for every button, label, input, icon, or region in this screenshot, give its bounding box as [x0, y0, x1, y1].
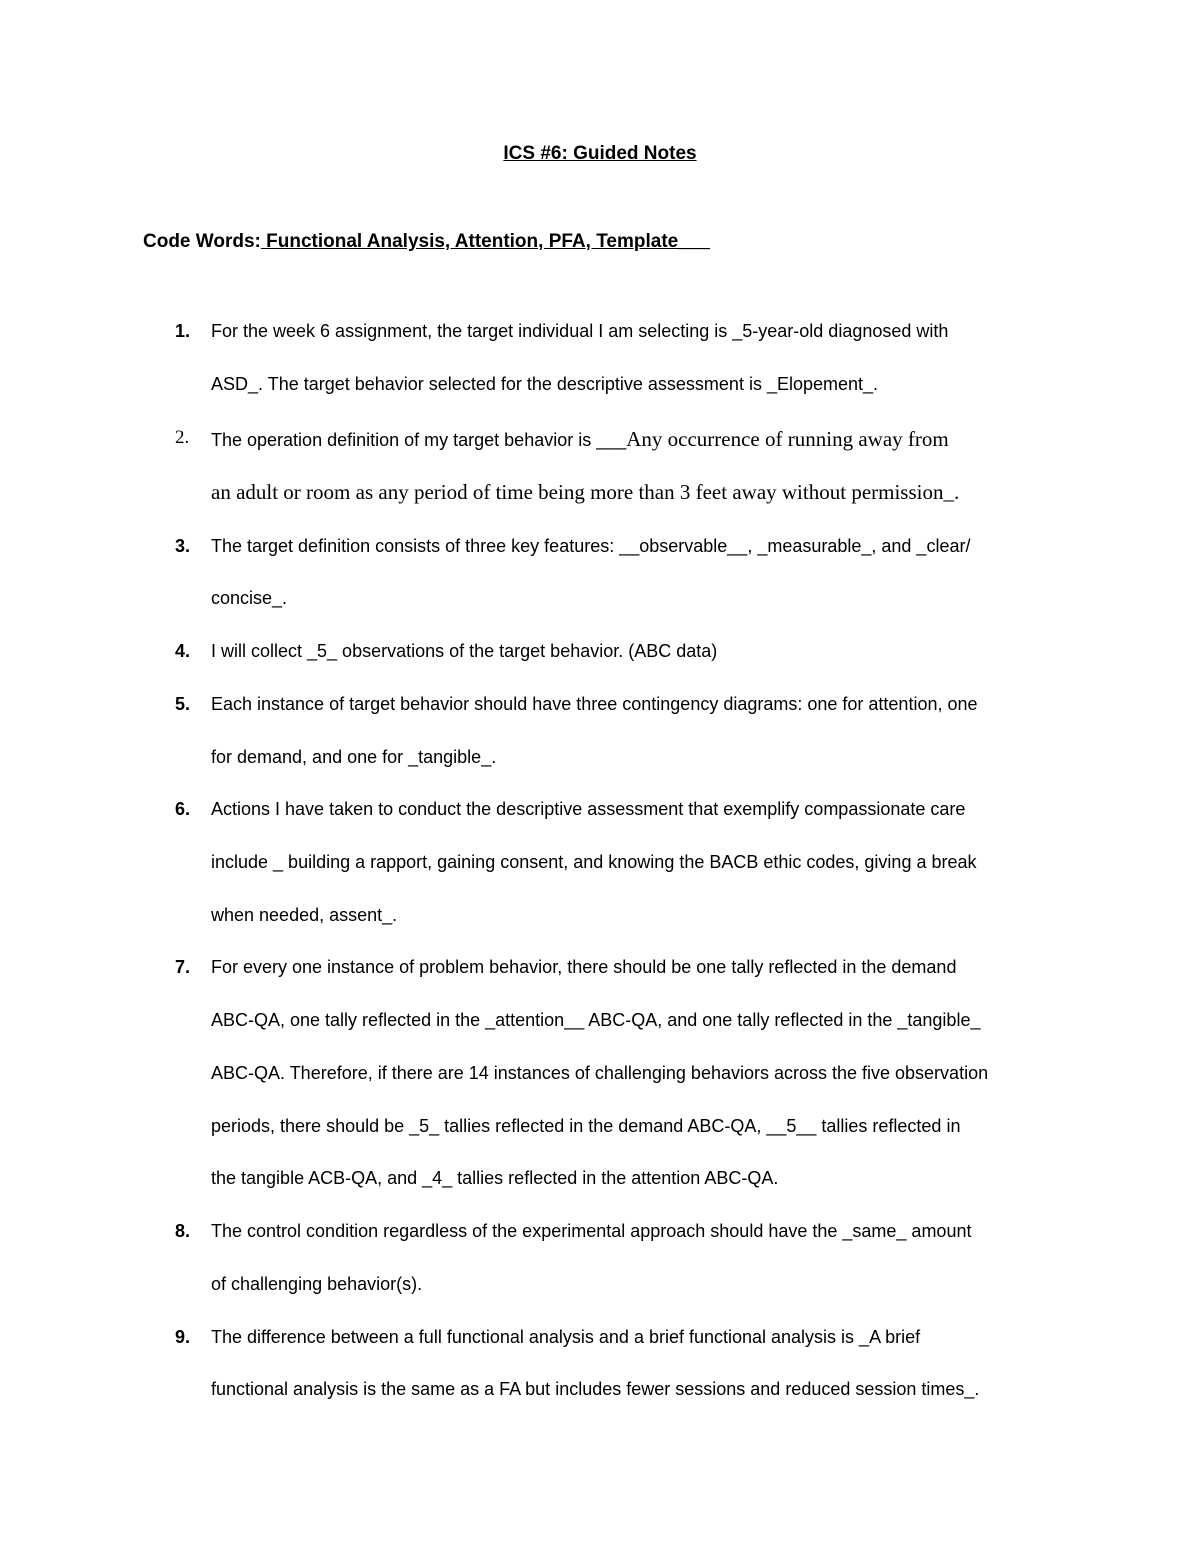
item-text-line: [211, 427, 949, 452]
item-text-line: For every one instance of problem behavior, there should be one tally reflected in the demand: [211, 957, 957, 977]
item-text-answer: Any occurrence of running away from: [626, 427, 949, 451]
item-number: 7.: [175, 957, 191, 977]
item-text-line: The difference between a full functional analysis and a brief functional analysis is _A brief: [211, 1327, 921, 1347]
item-text-line: the tangible ACB-QA, and _4_ tallies reflected in the attention ABC-QA.: [211, 1168, 779, 1188]
item-number: 8.: [175, 1221, 191, 1241]
item-text-line: for demand, and one for _tangible_.: [211, 747, 497, 767]
item-text-line: The target definition consists of three key features: __observable__, _measurable_, and _clear/: [211, 536, 971, 556]
item-text-line: ABC-QA. Therefore, if there are 14 instances of challenging behaviors across the five observation: [211, 1063, 989, 1083]
item-text-line: functional analysis is the same as a FA but includes fewer sessions and reduced session times_.: [211, 1379, 980, 1399]
item-text-line: Each instance of target behavior should have three contingency diagrams: one for attention, one: [211, 694, 978, 714]
item-text-line: For the week 6 assignment, the target individual I am selecting is _5-year-old diagnosed with: [211, 321, 949, 341]
item-text-line: I will collect _5_ observations of the target behavior. (ABC data): [211, 641, 718, 661]
item-text-line: ASD_. The target behavior selected for the descriptive assessment is _Elopement_.: [211, 374, 879, 394]
item-text-line: of challenging behavior(s).: [211, 1274, 423, 1294]
item-text-line: ABC-QA, one tally reflected in the _attention__ ABC-QA, and one tally reflected in the _tangible_: [211, 1010, 981, 1030]
item-text-line: an adult or room as any period of time being more than 3 feet away without permission_.: [211, 480, 960, 504]
item-text-line: when needed, assent_.: [211, 905, 398, 925]
item-text-prefix: The operation definition of my target behavior is ___: [211, 430, 627, 450]
item-text-line: include _ building a rapport, gaining consent, and knowing the BACB ethic codes, giving a break: [211, 852, 977, 872]
code-words-value: Functional Analysis, Attention, PFA, Template___: [260, 231, 710, 252]
item-number: 5.: [175, 694, 191, 714]
item-text-line: Actions I have taken to conduct the descriptive assessment that exemplify compassionate care: [211, 799, 966, 819]
item-number: 3.: [175, 536, 191, 556]
item-number: 2.: [175, 427, 190, 448]
item-number: 4.: [175, 641, 191, 661]
code-words-line: [143, 231, 710, 253]
code-words-label: Code Words:: [143, 231, 261, 252]
document-title: ICS #6: Guided Notes: [503, 143, 697, 164]
item-text-line: The control condition regardless of the experimental approach should have the _same_ amount: [211, 1221, 972, 1241]
item-text-line: concise_.: [211, 588, 288, 608]
item-number: 9.: [175, 1327, 191, 1347]
item-number: 6.: [175, 799, 191, 819]
item-text-line: periods, there should be _5_ tallies reflected in the demand ABC-QA, __5__ tallies reflected in: [211, 1116, 961, 1136]
item-number: 1.: [175, 321, 191, 341]
